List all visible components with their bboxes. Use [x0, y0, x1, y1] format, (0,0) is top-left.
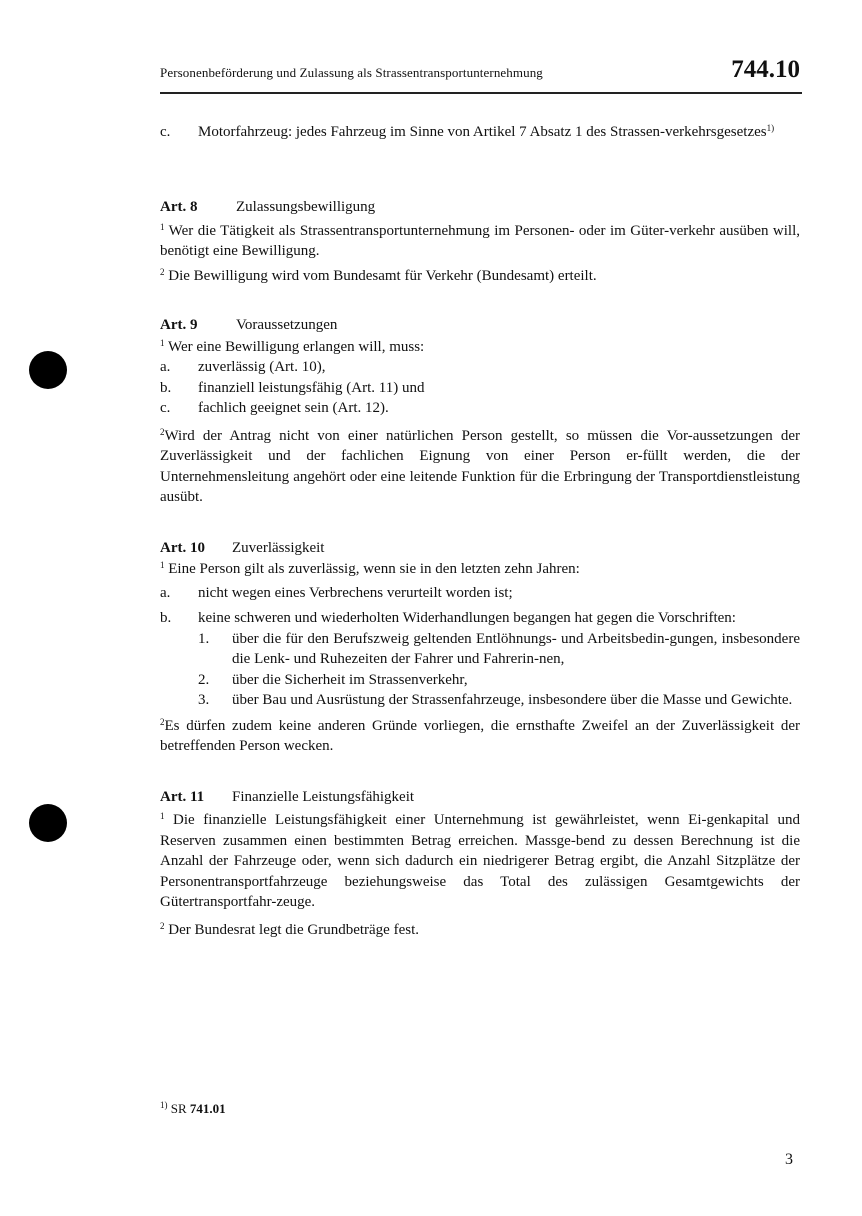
- paragraph-text: Wer eine Bewilligung erlangen will, muss:: [167, 338, 425, 355]
- list-item-label: c.: [160, 400, 171, 416]
- page-header: [160, 56, 802, 94]
- paragraph-mark: 1: [160, 221, 165, 232]
- footnote-sr: SR: [170, 1101, 187, 1116]
- paragraph-mark: 2: [160, 716, 165, 727]
- footnote-number[interactable]: 741.01: [189, 1101, 226, 1116]
- article-heading: [160, 315, 800, 336]
- footnote-marker: 1): [160, 1100, 168, 1110]
- list-item-label: a.: [160, 359, 171, 375]
- paragraph: [160, 337, 800, 358]
- paragraph: [160, 559, 800, 580]
- paragraph: [160, 426, 800, 508]
- list-item-label: b.: [160, 610, 172, 626]
- paragraph-text: Wer die Tätigkeit als Strassentransportunternehmung im Personen- oder im Güter-verkehr ausüben will, benötigt eine Bewilligung.: [160, 222, 800, 259]
- paragraph-text: Die Bewilligung wird vom Bundesamt für Verkehr (Bundesamt) erteilt.: [168, 267, 597, 284]
- list-item-text: keine schweren und wiederholten Widerhandlungen begangen hat gegen die Vorschriften:: [198, 610, 736, 626]
- paragraph-text: Eine Person gilt als zuverlässig, wenn sie in den letzten zehn Jahren:: [168, 561, 580, 577]
- list-item-label: b.: [160, 379, 172, 396]
- paragraph-mark: 2: [160, 426, 165, 437]
- list-item: [160, 583, 800, 604]
- paragraph-text: Die finanzielle Leistungsfähigkeit einer Unternehmung ist gewährleistet, wenn Ei-genkapital und Reserven zusammen einen bestimmten Betrag erreichen. Massge-bend zu dessen Berechnung ist die Anzahl der Fahrzeuge oder, wenn sich dadurch ein niedrigerer Betrag ergibt, die Anzahl Sitzplätze der Personentransportfahrzeuge beziehungsweise das Total des zulässigen Gesamtgewichts der Gütertransportfahr-zeuge.: [160, 812, 801, 910]
- paragraph-text: Wird der Antrag nicht von einer natürlichen Person gestellt, so müssen die Vor-aussetzungen der Zuverlässigkeit und der fachlichen Eignung von einer Person er-füllt werden, die der Unternehmensleitung angehört oder eine leitende Funktion für die Erbringung der Transportdienstleistung ausübt.: [160, 427, 800, 505]
- paragraph: [160, 920, 800, 941]
- article-number: Art. 9: [160, 317, 198, 333]
- list-item: [160, 122, 800, 163]
- list-item-text: nicht wegen eines Verbrechens verurteilt worden ist;: [198, 584, 513, 601]
- list-item-text: zuverlässig (Art. 10),: [198, 359, 326, 375]
- sub-list-item-text: über die Sicherheit im Strassenverkehr,: [232, 671, 468, 688]
- paragraph-mark: 1: [160, 560, 165, 570]
- header-number: 744.10: [731, 56, 800, 83]
- sub-list-item: [198, 670, 800, 691]
- list-item-text: finanziell leistungsfähig (Art. 11) und: [198, 379, 425, 396]
- sub-list-item: [198, 629, 800, 670]
- list-item: [160, 608, 800, 629]
- article-number: Art. 8: [160, 199, 198, 215]
- paragraph-text: Es dürfen zudem keine anderen Gründe vorliegen, die ernsthafte Zweifel an der Zuverlässigkeit der betreffenden Person wecken.: [160, 717, 800, 754]
- punch-hole: [29, 804, 67, 842]
- page-number: 3: [785, 1151, 793, 1168]
- list-item-text: Motorfahrzeug: jedes Fahrzeug im Sinne von Artikel 7 Absatz 1 des Strassen-verkehrsgesetzes: [198, 124, 767, 140]
- paragraph-text: Der Bundesrat legt die Grundbeträge fest.: [168, 921, 419, 938]
- article-title: Zulassungsbewilligung: [236, 199, 376, 215]
- paragraph: [160, 266, 800, 287]
- paragraph-mark: 2: [160, 266, 165, 277]
- paragraph: [160, 221, 800, 262]
- paragraph-mark: 2: [160, 920, 165, 931]
- paragraph-mark: 1: [160, 811, 165, 821]
- article-title: Zuverlässigkeit: [232, 539, 325, 556]
- footnote-ref[interactable]: 1): [766, 123, 775, 133]
- paragraph: [160, 810, 800, 913]
- sub-list-item-text: über die für den Berufszweig geltenden Entlöhnungs- und Arbeitsbedin-gungen, insbesondere die Lenk- und Ruhezeiten der Fahrer und Fahrerin-nen,: [232, 630, 800, 667]
- list-item: [160, 378, 800, 399]
- document-body: [160, 122, 800, 940]
- list-item-text: fachlich geeignet sein (Art. 12).: [198, 400, 389, 416]
- sub-list-item-label: 3.: [198, 692, 210, 708]
- header-title: Personenbeförderung und Zulassung als Strassentransportunternehmung: [160, 65, 543, 80]
- list-item: [160, 357, 800, 378]
- list-item-label: c.: [160, 124, 171, 140]
- punch-hole: [29, 351, 67, 389]
- article-title: Finanzielle Leistungsfähigkeit: [232, 788, 415, 805]
- list-item: [160, 398, 800, 419]
- paragraph-mark: 1: [160, 337, 165, 348]
- article-heading: [160, 197, 800, 218]
- paragraph: [160, 716, 800, 757]
- sub-list-item-text: über Bau und Ausrüstung der Strassenfahrzeuge, insbesondere über die Masse und Gewichte.: [232, 692, 793, 708]
- article-number: Art. 10: [160, 539, 205, 556]
- sub-list-item-label: 2.: [198, 671, 210, 688]
- list-item-label: a.: [160, 584, 171, 601]
- sub-list-item-label: 1.: [198, 630, 210, 647]
- article-heading: [160, 538, 800, 559]
- article-heading: [160, 787, 800, 808]
- article-number: Art. 11: [160, 788, 205, 805]
- article-title: Voraussetzungen: [236, 317, 338, 333]
- sub-list: [198, 629, 800, 711]
- footnote: [160, 1101, 226, 1117]
- sub-list-item: [198, 690, 800, 711]
